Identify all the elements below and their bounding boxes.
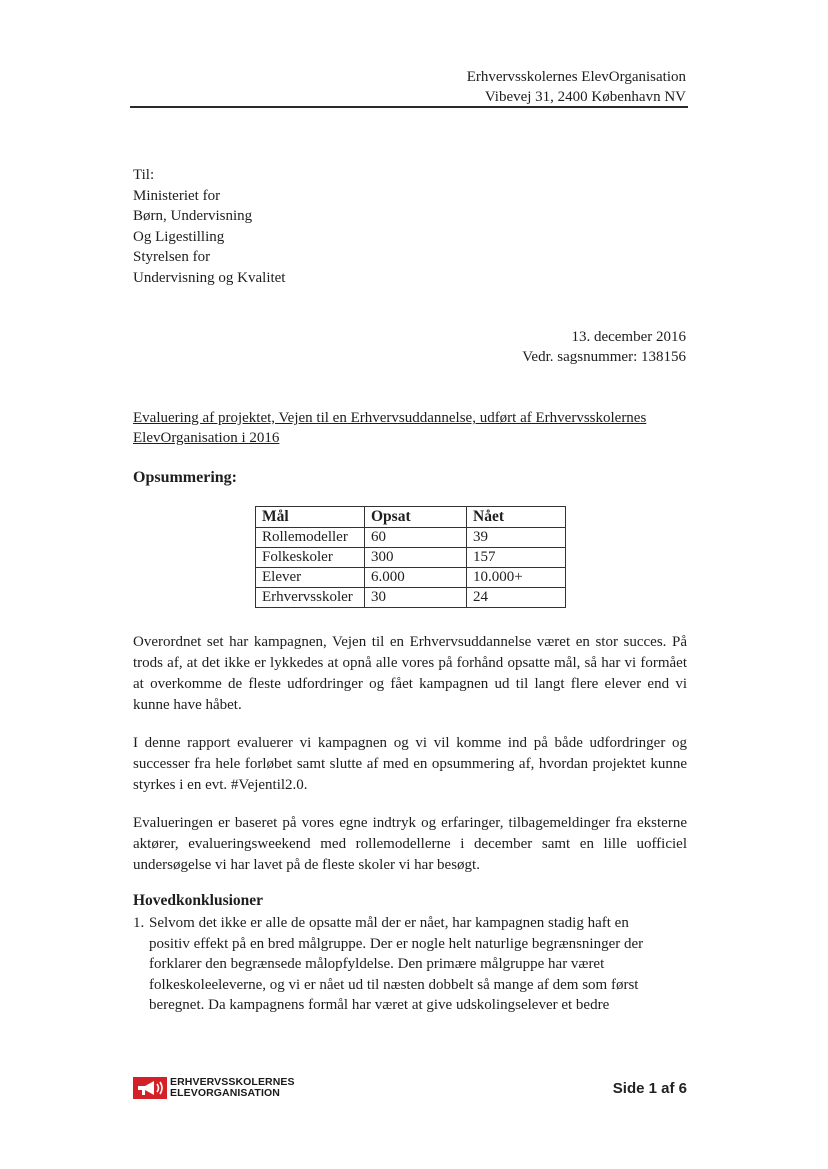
logo-line: ELEVORGANISATION <box>170 1087 280 1099</box>
table-cell: 24 <box>467 588 566 608</box>
table-cell: 300 <box>365 548 467 568</box>
recipient-line: Styrelsen for <box>133 249 211 265</box>
summary-title: Opsummering: <box>133 469 237 486</box>
logo-line: ERHVERVSSKOLERNES <box>170 1076 295 1088</box>
table-header-cell: Nået <box>467 507 566 528</box>
table-cell: Erhvervsskoler <box>256 588 365 608</box>
page-number: Side 1 af 6 <box>612 1080 687 1097</box>
table-cell: Elever <box>256 568 365 588</box>
table-cell: 10.000+ <box>467 568 566 588</box>
body-paragraph: Overordnet set har kampagnen, Vejen til en Erhvervsuddannelse været en stor succes. På trods af, at det ikke er lykkedes at opnå alle vores på forhånd opsatte mål, så har vi formået at overkomme de fleste udfordringer og fået kampagnen ud til langt flere elever end vi kunne have håbet. <box>133 634 687 713</box>
table-row <box>256 548 566 568</box>
body-paragraph: I denne rapport evaluerer vi kampagnen og vi vil komme ind på både udfordringer og successer fra hele forløbet samt slutte af med en opsummering af, hvordan projektet kunne styrkes i en evt. #Vejentil2.0. <box>133 735 687 793</box>
recipient-line: Undervisning og Kvalitet <box>133 269 286 286</box>
case-number: Vedr. sagsnummer: 138156 <box>522 349 686 365</box>
conclusions-title: Hovedkonklusioner <box>133 892 264 909</box>
table-header-row <box>256 507 566 528</box>
conclusion-number: 1. <box>133 915 145 931</box>
body-paragraph: Evalueringen er baseret på vores egne indtryk og erfaringer, tilbagemeldinger fra eksterne aktører, evalueringsweekend med rollemodellerne i december samt en lille uofficiel undersøgelse vi har lavet på de fleste skoler vi har besøgt. <box>133 815 687 873</box>
recipient-line: Børn, Undervisning <box>133 208 253 224</box>
conclusion-text: Selvom det ikke er alle de opsatte mål der er nået, har kampagnen stadig haft en positiv effekt på en bred målgruppe. Der er nogle helt naturlige begrænsninger der forklarer den begrænsede målopfyldelse. Den primære målgruppe har været folkeskoleeleverne, og vi er nået ud til næsten dobbelt så mange af dem som først beregnet. Da kampagnens formål har været at give udskolingselever et bedre <box>149 915 644 1013</box>
recipient-line: Og Ligestilling <box>133 228 225 245</box>
recipient-line: Til: <box>133 167 155 183</box>
table-cell: Folkeskoler <box>256 548 365 568</box>
footer-logo <box>133 1077 295 1099</box>
letter-date: 13. december 2016 <box>571 329 686 345</box>
table-row <box>256 568 566 588</box>
subject-line: Evaluering af projektet, Vejen til en Erhvervsuddannelse, udført af Erhvervsskolernes ElevOrganisation i 2016 <box>133 410 647 446</box>
header-rule <box>130 106 688 108</box>
table-cell: 6.000 <box>365 568 467 588</box>
table-cell: 157 <box>467 548 566 568</box>
header-org-name: Erhvervsskolernes ElevOrganisation <box>466 69 686 85</box>
table-header-cell: Mål <box>256 507 365 528</box>
table-cell: Rollemodeller <box>256 528 365 548</box>
recipient-line: Ministeriet for <box>133 187 221 204</box>
table-cell: 30 <box>365 588 467 608</box>
goals-table <box>255 506 566 608</box>
table-row <box>256 528 566 548</box>
table-header-cell: Opsat <box>365 507 467 528</box>
header-address: Vibevej 31, 2400 København NV <box>484 89 686 105</box>
table-cell: 60 <box>365 528 467 548</box>
table-cell: 39 <box>467 528 566 548</box>
recipient-block <box>133 165 285 288</box>
megaphone-icon <box>133 1077 167 1099</box>
table-row <box>256 588 566 608</box>
logo-wordmark <box>170 1077 295 1099</box>
